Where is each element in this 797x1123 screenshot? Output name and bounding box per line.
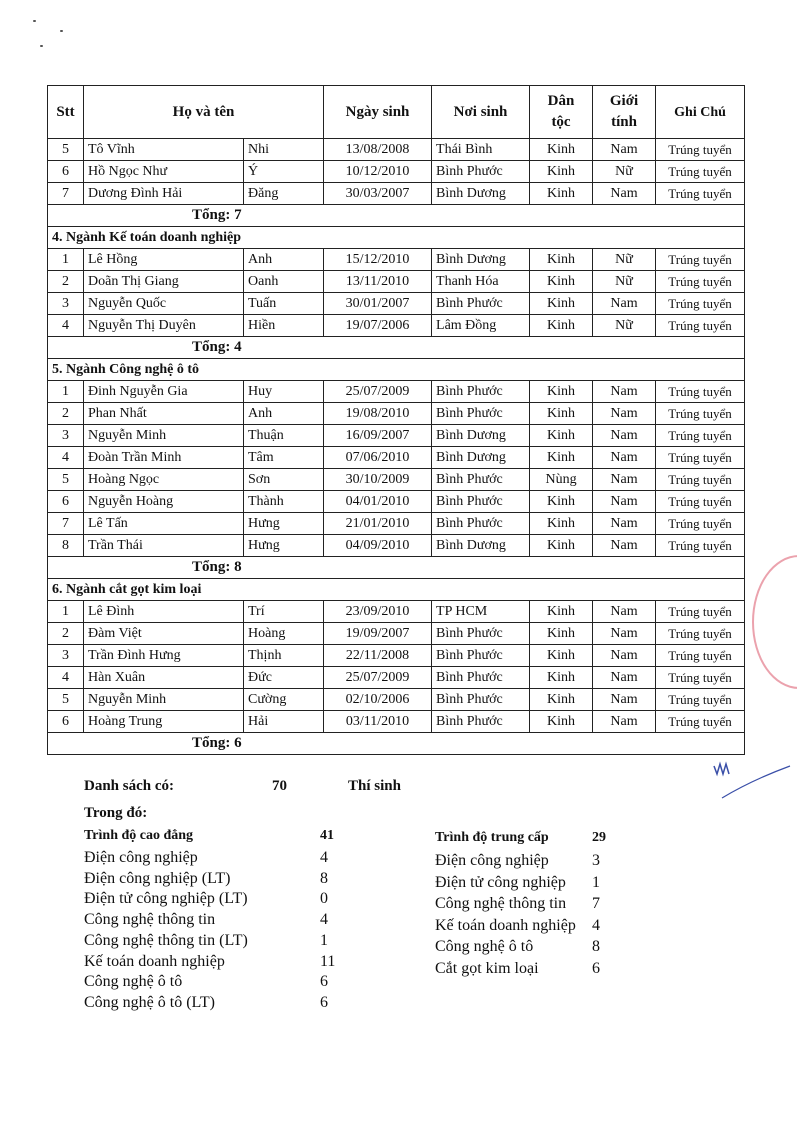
row-surname: Hàn Xuân	[84, 667, 244, 689]
row-given-name: Anh	[244, 249, 324, 271]
cao-dang-item-name: Công nghệ ô tô (LT)	[84, 993, 215, 1011]
trung-cap-item-count: 8	[592, 938, 600, 955]
row-gender: Nam	[593, 601, 656, 623]
row-gender: Nam	[593, 667, 656, 689]
group-total-row	[48, 733, 745, 755]
cao-dang-item-count: 0	[320, 890, 328, 908]
row-ethnicity: Kinh	[530, 535, 593, 557]
row-dob: 21/01/2010	[324, 513, 432, 535]
row-gender: Nữ	[593, 315, 656, 337]
row-note: Trúng tuyển	[656, 293, 745, 315]
cao-dang-total: 41	[320, 828, 334, 843]
table-row	[48, 249, 745, 271]
row-stt: 5	[48, 139, 84, 161]
row-dob: 15/12/2010	[324, 249, 432, 271]
row-stt: 1	[48, 381, 84, 403]
row-dob: 07/06/2010	[324, 447, 432, 469]
row-given-name: Tuấn	[244, 293, 324, 315]
row-given-name: Hải	[244, 711, 324, 733]
section-title: 4. Ngành Kế toán doanh nghiệp	[48, 227, 745, 249]
row-stt: 3	[48, 425, 84, 447]
row-surname: Nguyễn Quốc	[84, 293, 244, 315]
row-surname: Nguyễn Hoàng	[84, 491, 244, 513]
list-label: Danh sách có:	[84, 778, 175, 794]
trung-cap-item-name: Công nghệ ô tô	[435, 938, 534, 955]
table-row	[48, 425, 745, 447]
row-given-name: Ý	[244, 161, 324, 183]
row-birthplace: Bình Phước	[432, 623, 530, 645]
row-note: Trúng tuyển	[656, 601, 745, 623]
cao-dang-item-name: Công nghệ thông tin (LT)	[84, 931, 248, 949]
cao-dang-item-count: 8	[320, 869, 328, 887]
row-note: Trúng tuyển	[656, 139, 745, 161]
trung-cap-item-count: 3	[592, 852, 600, 869]
row-gender: Nữ	[593, 271, 656, 293]
row-surname: Lê Tấn	[84, 513, 244, 535]
row-stt: 6	[48, 491, 84, 513]
row-given-name: Hưng	[244, 535, 324, 557]
row-gender: Nam	[593, 711, 656, 733]
row-ethnicity: Kinh	[530, 513, 593, 535]
row-birthplace: Thanh Hóa	[432, 271, 530, 293]
row-surname: Nguyễn Minh	[84, 425, 244, 447]
row-birthplace: Bình Phước	[432, 689, 530, 711]
table-row	[48, 513, 745, 535]
row-ethnicity: Kinh	[530, 315, 593, 337]
row-note: Trúng tuyển	[656, 711, 745, 733]
row-surname: Nguyễn Thị Duyên	[84, 315, 244, 337]
row-gender: Nam	[593, 425, 656, 447]
cao-dang-item-name: Điện công nghiệp (LT)	[84, 869, 231, 887]
table-row	[48, 469, 745, 491]
row-given-name: Anh	[244, 403, 324, 425]
row-dob: 19/07/2006	[324, 315, 432, 337]
row-ethnicity: Kinh	[530, 425, 593, 447]
row-birthplace: Bình Dương	[432, 425, 530, 447]
row-given-name: Nhi	[244, 139, 324, 161]
section-header-row	[48, 359, 745, 381]
row-dob: 23/09/2010	[324, 601, 432, 623]
row-gender: Nữ	[593, 249, 656, 271]
group-total-text: Tổng: 7	[192, 207, 242, 223]
row-gender: Nam	[593, 645, 656, 667]
row-surname: Nguyễn Minh	[84, 689, 244, 711]
row-ethnicity: Nùng	[530, 469, 593, 491]
row-surname: Trần Đình Hưng	[84, 645, 244, 667]
row-birthplace: Bình Phước	[432, 645, 530, 667]
group-total	[48, 557, 745, 579]
row-dob: 13/08/2008	[324, 139, 432, 161]
row-dob: 13/11/2010	[324, 271, 432, 293]
group-total-row	[48, 205, 745, 227]
signature-mark	[712, 760, 792, 800]
cao-dang-item-count: 1	[320, 931, 328, 949]
row-note: Trúng tuyển	[656, 315, 745, 337]
table-body	[48, 139, 745, 755]
row-birthplace: Bình Dương	[432, 535, 530, 557]
row-dob: 19/09/2007	[324, 623, 432, 645]
table-row	[48, 271, 745, 293]
group-total-text: Tổng: 8	[192, 559, 242, 575]
row-birthplace: Bình Phước	[432, 381, 530, 403]
row-ethnicity: Kinh	[530, 711, 593, 733]
cao-dang-label: Trình độ cao đẳng	[84, 828, 194, 843]
row-note: Trúng tuyển	[656, 535, 745, 557]
row-dob: 04/01/2010	[324, 491, 432, 513]
row-dob: 30/03/2007	[324, 183, 432, 205]
row-given-name: Oanh	[244, 271, 324, 293]
row-dob: 03/11/2010	[324, 711, 432, 733]
row-stt: 6	[48, 711, 84, 733]
row-gender: Nam	[593, 535, 656, 557]
row-gender: Nam	[593, 689, 656, 711]
row-gender: Nữ	[593, 161, 656, 183]
in-which-label: Trong đó:	[84, 805, 148, 821]
trung-cap-label: Trình độ trung cấp	[435, 830, 549, 845]
row-stt: 3	[48, 293, 84, 315]
trung-cap-item-name: Cắt gọt kim loại	[435, 959, 539, 977]
row-note: Trúng tuyển	[656, 271, 745, 293]
row-gender: Nam	[593, 491, 656, 513]
row-birthplace: TP HCM	[432, 601, 530, 623]
row-gender: Nam	[593, 381, 656, 403]
row-gender: Nam	[593, 513, 656, 535]
scan-speck	[60, 30, 63, 32]
row-stt: 2	[48, 623, 84, 645]
row-given-name: Tâm	[244, 447, 324, 469]
row-note: Trúng tuyển	[656, 623, 745, 645]
group-total-text: Tổng: 4	[192, 339, 242, 355]
row-given-name: Cường	[244, 689, 324, 711]
group-total-row	[48, 557, 745, 579]
row-ethnicity: Kinh	[530, 271, 593, 293]
cao-dang-item-name: Công nghệ thông tin	[84, 911, 216, 929]
row-birthplace: Bình Phước	[432, 513, 530, 535]
table-row	[48, 139, 745, 161]
row-surname: Hồ Ngọc Như	[84, 161, 244, 183]
table-row	[48, 689, 745, 711]
row-dob: 30/10/2009	[324, 469, 432, 491]
row-surname: Lê Đình	[84, 601, 244, 623]
row-stt: 3	[48, 645, 84, 667]
cao-dang-item-name: Điện tử công nghiệp (LT)	[84, 890, 248, 908]
row-birthplace: Bình Phước	[432, 293, 530, 315]
header-stt: Stt	[48, 86, 84, 139]
cao-dang-item-count: 6	[320, 973, 328, 991]
table-row	[48, 601, 745, 623]
group-total	[48, 337, 745, 359]
row-surname: Đàm Việt	[84, 623, 244, 645]
list-unit: Thí sinh	[348, 778, 401, 794]
section-title: 5. Ngành Công nghệ ô tô	[48, 359, 745, 381]
row-ethnicity: Kinh	[530, 689, 593, 711]
header-birthplace: Nơi sinh	[432, 86, 530, 139]
row-note: Trúng tuyển	[656, 425, 745, 447]
table-row	[48, 403, 745, 425]
row-stt: 5	[48, 689, 84, 711]
scan-speck	[33, 20, 36, 22]
row-given-name: Thành	[244, 491, 324, 513]
row-stt: 4	[48, 447, 84, 469]
row-dob: 25/07/2009	[324, 667, 432, 689]
row-gender: Nam	[593, 403, 656, 425]
cao-dang-item-name: Điện công nghiệp	[84, 849, 198, 866]
row-ethnicity: Kinh	[530, 491, 593, 513]
row-stt: 8	[48, 535, 84, 557]
row-birthplace: Bình Phước	[432, 711, 530, 733]
red-seal-stamp	[752, 555, 797, 689]
row-ethnicity: Kinh	[530, 249, 593, 271]
row-birthplace: Bình Phước	[432, 667, 530, 689]
table-row	[48, 161, 745, 183]
row-dob: 25/07/2009	[324, 381, 432, 403]
row-gender: Nam	[593, 623, 656, 645]
row-ethnicity: Kinh	[530, 447, 593, 469]
row-ethnicity: Kinh	[530, 161, 593, 183]
table-row	[48, 183, 745, 205]
table-row	[48, 447, 745, 469]
row-stt: 2	[48, 271, 84, 293]
row-given-name: Sơn	[244, 469, 324, 491]
row-dob: 02/10/2006	[324, 689, 432, 711]
row-surname: Dương Đình Hải	[84, 183, 244, 205]
row-stt: 5	[48, 469, 84, 491]
table-row	[48, 623, 745, 645]
row-note: Trúng tuyển	[656, 469, 745, 491]
table-row	[48, 535, 745, 557]
row-surname: Tô Vĩnh	[84, 139, 244, 161]
trung-cap-item-name: Kế toán doanh nghiệp	[435, 916, 576, 934]
row-stt: 2	[48, 403, 84, 425]
row-note: Trúng tuyển	[656, 403, 745, 425]
row-note: Trúng tuyển	[656, 447, 745, 469]
row-gender: Nam	[593, 447, 656, 469]
row-surname: Lê Hồng	[84, 249, 244, 271]
row-surname: Doãn Thị Giang	[84, 271, 244, 293]
row-birthplace: Bình Phước	[432, 491, 530, 513]
trung-cap-total: 29	[592, 830, 606, 845]
row-note: Trúng tuyển	[656, 491, 745, 513]
cao-dang-item-count: 4	[320, 849, 328, 866]
row-given-name: Hoàng	[244, 623, 324, 645]
admission-table	[47, 85, 745, 755]
table-row	[48, 645, 745, 667]
row-birthplace: Bình Phước	[432, 403, 530, 425]
row-note: Trúng tuyển	[656, 645, 745, 667]
row-ethnicity: Kinh	[530, 645, 593, 667]
row-dob: 19/08/2010	[324, 403, 432, 425]
row-birthplace: Bình Dương	[432, 447, 530, 469]
row-given-name: Huy	[244, 381, 324, 403]
table-row	[48, 491, 745, 513]
table-row	[48, 711, 745, 733]
table-row	[48, 315, 745, 337]
row-surname: Phan Nhất	[84, 403, 244, 425]
trung-cap-item-name: Công nghệ thông tin	[435, 895, 567, 912]
header-gender	[593, 86, 656, 139]
trung-cap-item-name: Điện công nghiệp	[435, 852, 549, 869]
row-ethnicity: Kinh	[530, 601, 593, 623]
row-given-name: Hưng	[244, 513, 324, 535]
row-birthplace: Thái Bình	[432, 139, 530, 161]
row-stt: 6	[48, 161, 84, 183]
trung-cap-item-name: Điện tử công nghiệp	[435, 873, 566, 891]
cao-dang-item-count: 6	[320, 993, 328, 1011]
row-stt: 4	[48, 315, 84, 337]
row-ethnicity: Kinh	[530, 293, 593, 315]
row-gender: Nam	[593, 293, 656, 315]
row-given-name: Đức	[244, 667, 324, 689]
cao-dang-item-count: 4	[320, 911, 328, 929]
row-surname: Trần Thái	[84, 535, 244, 557]
header-gender-line1: Giới	[609, 93, 639, 109]
table-header-row	[48, 86, 745, 139]
row-gender: Nam	[593, 469, 656, 491]
trung-cap-item-count: 1	[592, 873, 600, 891]
row-note: Trúng tuyển	[656, 183, 745, 205]
row-surname: Hoàng Ngọc	[84, 469, 244, 491]
scan-speck	[40, 45, 43, 47]
row-given-name: Thịnh	[244, 645, 324, 667]
header-note: Ghi Chú	[656, 86, 745, 139]
section-header-row	[48, 579, 745, 601]
row-ethnicity: Kinh	[530, 667, 593, 689]
row-given-name: Hiền	[244, 315, 324, 337]
row-note: Trúng tuyển	[656, 161, 745, 183]
row-stt: 1	[48, 249, 84, 271]
row-birthplace: Bình Dương	[432, 249, 530, 271]
trung-cap-item-count: 4	[592, 916, 600, 934]
header-dob: Ngày sinh	[324, 86, 432, 139]
row-birthplace: Bình Phước	[432, 161, 530, 183]
row-note: Trúng tuyển	[656, 513, 745, 535]
row-note: Trúng tuyển	[656, 381, 745, 403]
table-row	[48, 667, 745, 689]
group-total-row	[48, 337, 745, 359]
trung-cap-item-count: 7	[592, 895, 600, 912]
header-ethnicity-line1: Dân	[547, 93, 575, 109]
row-gender: Nam	[593, 183, 656, 205]
row-given-name: Thuận	[244, 425, 324, 447]
row-given-name: Đăng	[244, 183, 324, 205]
header-ethnicity-line2: tộc	[551, 114, 571, 130]
row-dob: 10/12/2010	[324, 161, 432, 183]
row-surname: Đinh Nguyễn Gia	[84, 381, 244, 403]
row-surname: Hoàng Trung	[84, 711, 244, 733]
row-gender: Nam	[593, 139, 656, 161]
row-ethnicity: Kinh	[530, 403, 593, 425]
cao-dang-item-count: 11	[320, 952, 336, 970]
trung-cap-item-count: 6	[592, 959, 600, 977]
cao-dang-item-name: Công nghệ ô tô	[84, 973, 183, 991]
header-name: Họ và tên	[84, 86, 324, 139]
table-row	[48, 381, 745, 403]
row-stt: 7	[48, 513, 84, 535]
section-header-row	[48, 227, 745, 249]
group-total	[48, 205, 745, 227]
header-gender-line2: tính	[611, 114, 637, 130]
row-birthplace: Lâm Đồng	[432, 315, 530, 337]
row-birthplace: Bình Dương	[432, 183, 530, 205]
row-ethnicity: Kinh	[530, 139, 593, 161]
row-ethnicity: Kinh	[530, 183, 593, 205]
row-dob: 30/01/2007	[324, 293, 432, 315]
row-stt: 4	[48, 667, 84, 689]
group-total	[48, 733, 745, 755]
row-note: Trúng tuyển	[656, 249, 745, 271]
row-dob: 16/09/2007	[324, 425, 432, 447]
list-count: 70	[272, 778, 287, 794]
row-note: Trúng tuyển	[656, 689, 745, 711]
row-surname: Đoàn Trần Minh	[84, 447, 244, 469]
cao-dang-item-name: Kế toán doanh nghiệp	[84, 952, 225, 970]
row-note: Trúng tuyển	[656, 667, 745, 689]
row-dob: 22/11/2008	[324, 645, 432, 667]
row-birthplace: Bình Phước	[432, 469, 530, 491]
table-row	[48, 293, 745, 315]
row-dob: 04/09/2010	[324, 535, 432, 557]
row-stt: 7	[48, 183, 84, 205]
row-ethnicity: Kinh	[530, 381, 593, 403]
section-title: 6. Ngành cắt gọt kim loại	[48, 579, 745, 601]
row-ethnicity: Kinh	[530, 623, 593, 645]
row-stt: 1	[48, 601, 84, 623]
group-total-text: Tổng: 6	[192, 735, 242, 751]
header-ethnicity	[530, 86, 593, 139]
row-given-name: Trí	[244, 601, 324, 623]
